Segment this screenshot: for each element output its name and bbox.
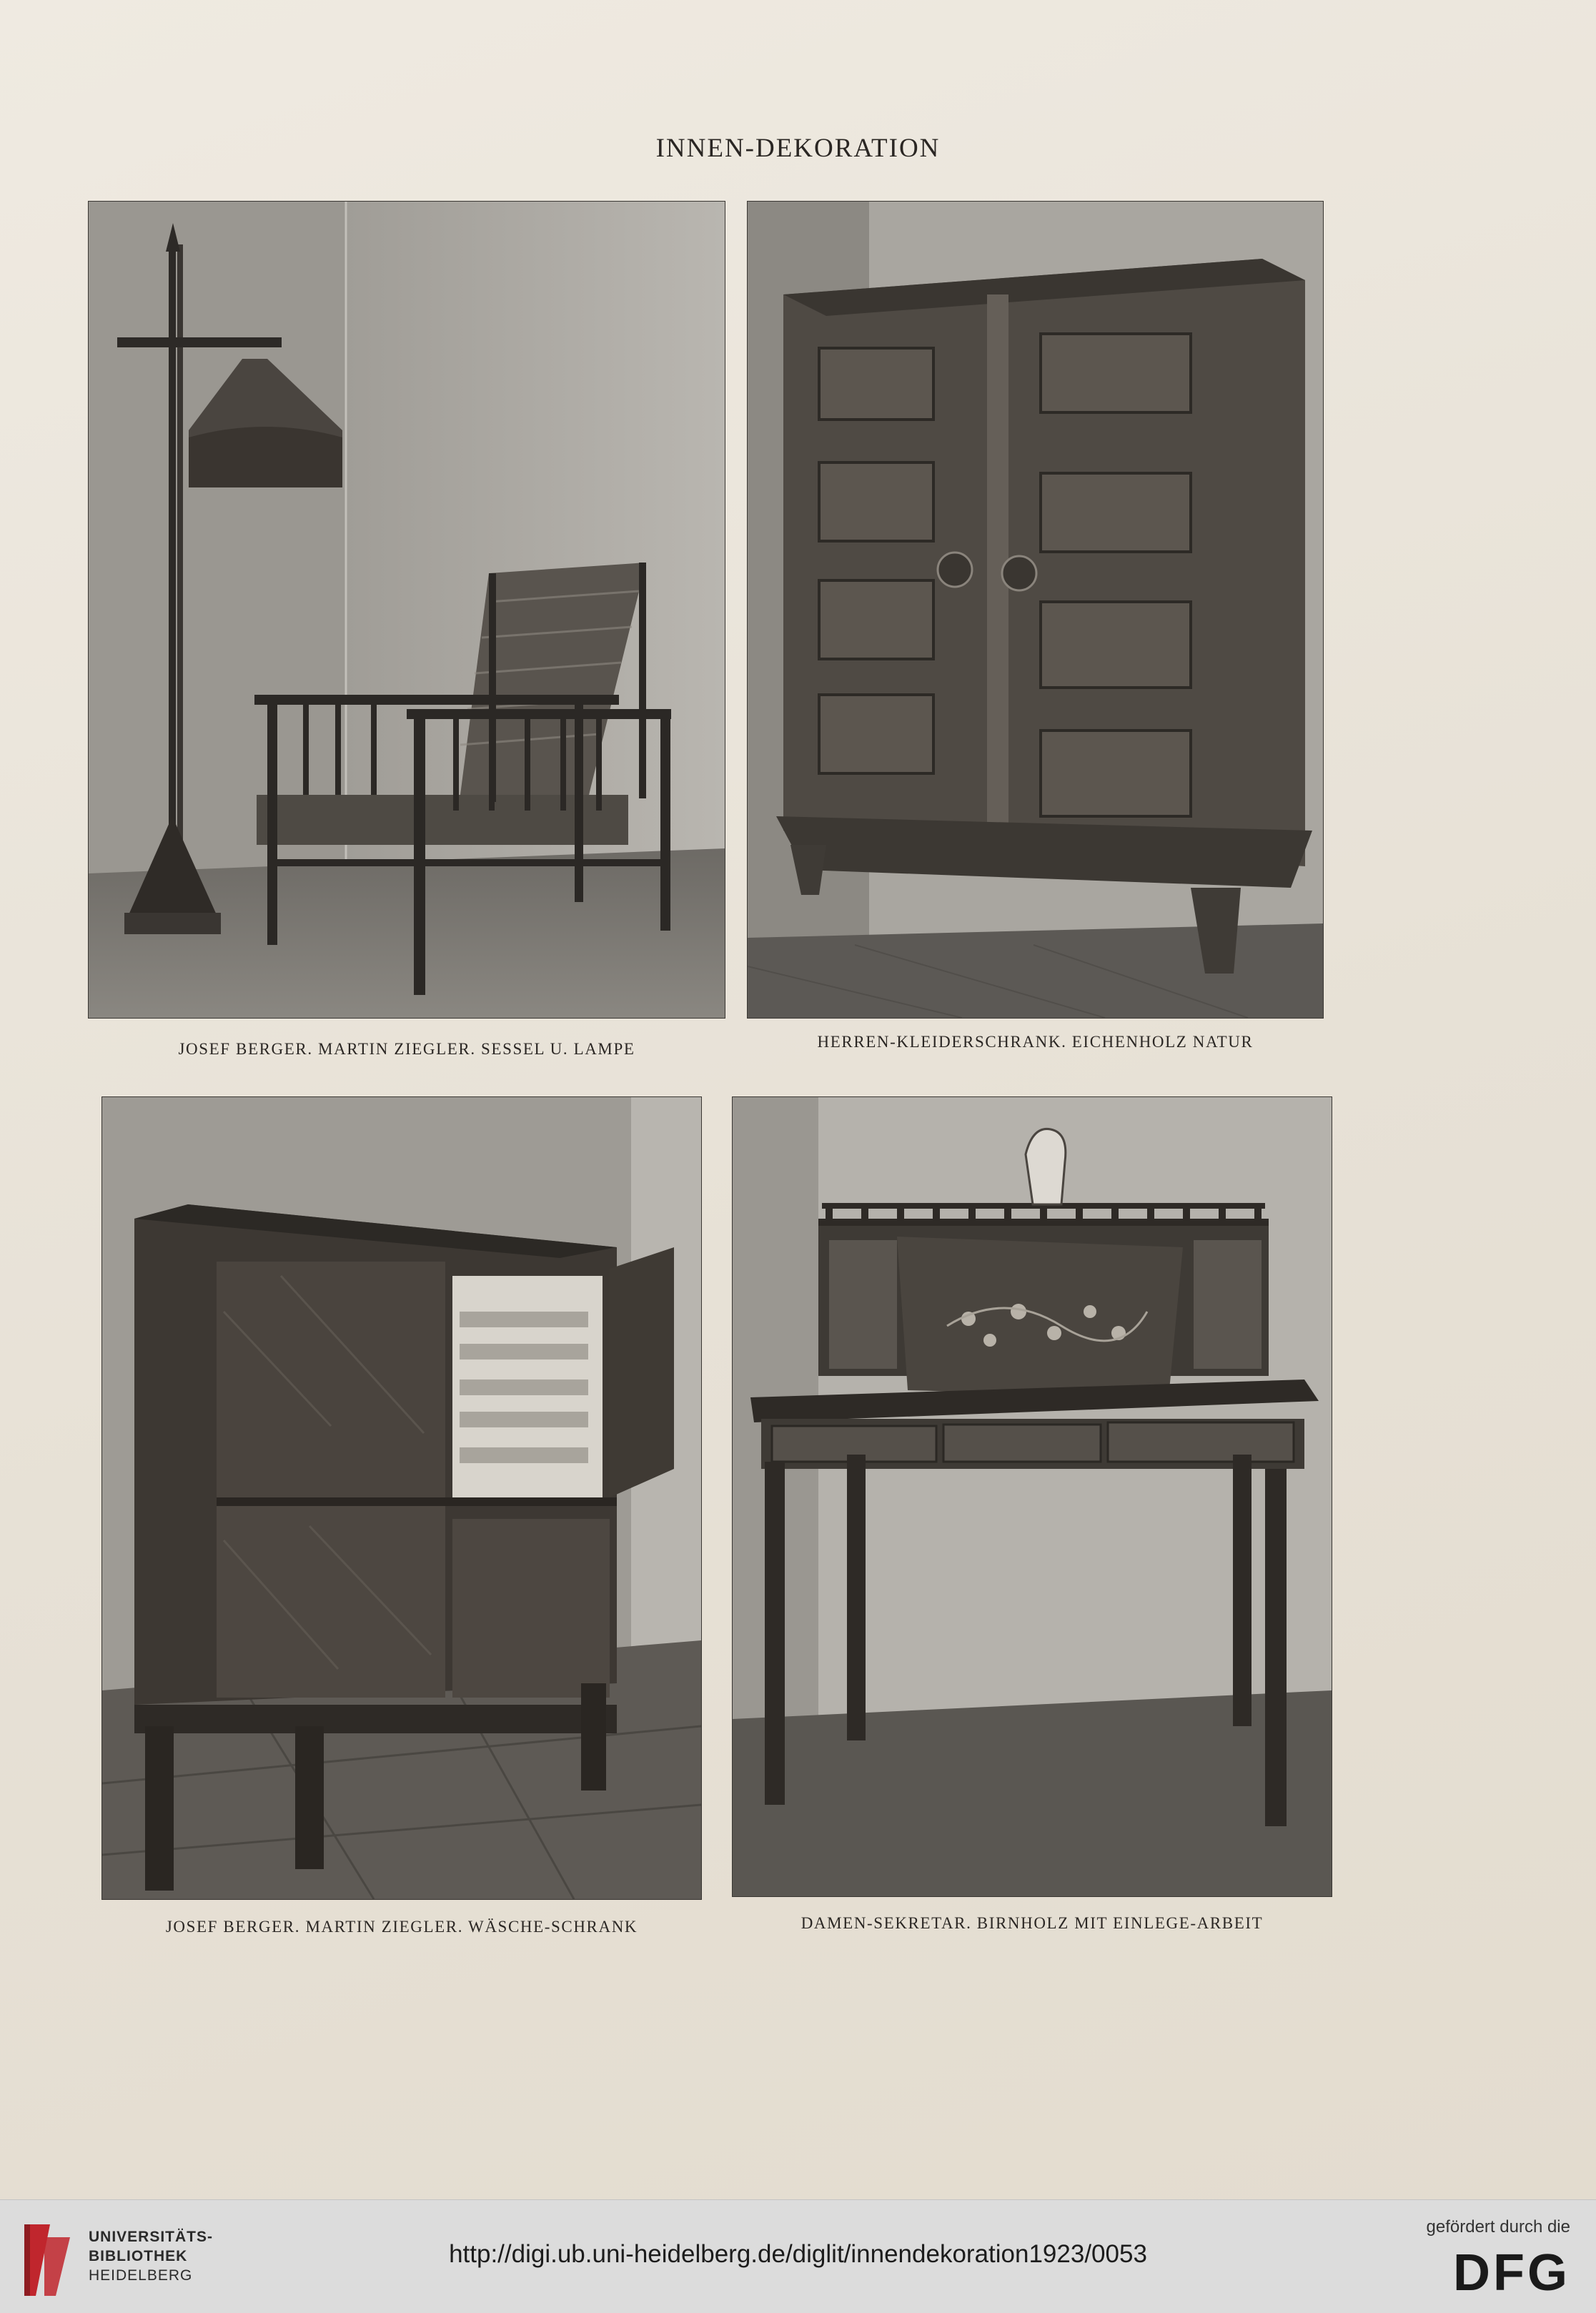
permalink-url[interactable]: http://digi.ub.uni-heidelberg.de/diglit/innendekoration1923/0053 [449, 2240, 1147, 2268]
photo-caption: JOSEF BERGER. MARTIN ZIEGLER. SESSEL U. LAMPE [178, 1040, 635, 1058]
photo-secretary-desk [733, 1097, 1332, 1896]
photo-caption: HERREN-KLEIDERSCHRANK. EICHENHOLZ NATUR [817, 1033, 1254, 1051]
photo-linen-cabinet [102, 1097, 701, 1899]
library-name-line: UNIVERSITÄTS- [89, 2229, 214, 2245]
photo-caption: DAMEN-SEKRETAR. BIRNHOLZ MIT EINLEGE-ARBEIT [801, 1914, 1264, 1932]
viewer-footer [0, 2199, 1596, 2313]
photo-caption: JOSEF BERGER. MARTIN ZIEGLER. WÄSCHE-SCHRANK [165, 1918, 638, 1936]
photo-armchair-lamp [89, 202, 725, 1018]
library-name-line: HEIDELBERG [89, 2267, 193, 2284]
library-name-line: BIBLIOTHEK [89, 2248, 188, 2264]
photo-wardrobe [748, 202, 1323, 1018]
dfg-logo[interactable]: DFG [1453, 2244, 1570, 2302]
sponsor-label: gefördert durch die [1426, 2217, 1570, 2237]
running-head: INNEN-DEKORATION [655, 134, 941, 163]
